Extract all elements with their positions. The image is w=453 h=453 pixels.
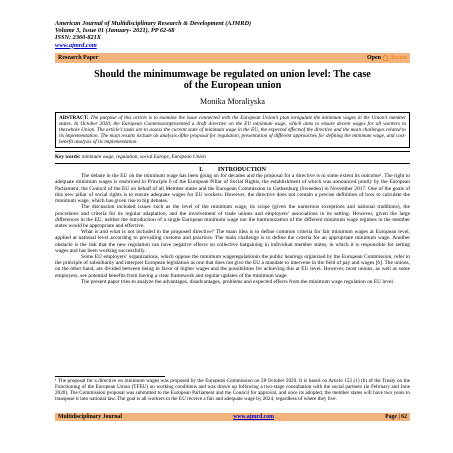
journal-name: American Journal of Multidisciplinary Research & Development (AJMRD) <box>55 20 252 27</box>
open-access-badge <box>367 55 407 61</box>
paragraph: The present paper tries to analyze the advantages, disadvantages, problems and expected effects from the minimum wage regulation on EU level. <box>81 278 395 285</box>
abstract-label: ABSTRACT: <box>59 114 89 121</box>
journal-issn: ISSN: 2360-821X <box>55 34 102 42</box>
paragraph: What is and what is not included in the proposed directive? The main idea is to define common criteria for fair minimum wages at European level, applied at national level according to prevailing customs and practices. The main challenge is to define the criteria for an appropriate minimum wage. Another obstacle is the risk that the new regulation can have negative effects on collective bargaining in individual member states, in which it is responsible for setting wages and has been working successfully. <box>55 229 410 254</box>
divider <box>55 163 410 164</box>
footnote-text: ¹ The proposal for a directive on minimum wages was proposed by the European Commission on 28 October 2020. It is based on Article 153 (1) (b) of the Treaty on the Functioning of the European Union (TFEU) on working conditions and was drawn up following a two-stage consultation with the social partners (in February and June 2020). The Commission proposal was submitted to the European Parliament and the Council for approval, and once its adopted, the member states will have two years to transpose it into national law. The goal is all workers in the EU receive a fair and adequate wage by 2024, regardless of where they live. <box>55 378 410 403</box>
journal-url-link[interactable]: www.ajmrd.com <box>55 41 97 49</box>
divider <box>55 151 410 152</box>
paragraph: The discussion included issues such as the level of the minimum wage, its scope (given the numerous exceptions and national traditions), the procedures and criteria for its regular adaptation, and the involvement of trade unions and employers’ associations in its setting. However, given the large differences in the EU, neither the introduction of a single European minimum wage nor the harmonization of the different minimum wage regimes in the member states would be appropriate and effective. <box>55 204 410 229</box>
journal-header <box>55 20 410 49</box>
footer-page-number: Page | 62 <box>385 414 407 420</box>
footnote-rule <box>55 376 165 377</box>
author-name: Monika Moraliyska <box>199 96 266 106</box>
paper-type-label: Research Paper <box>58 54 99 61</box>
abstract-box <box>55 112 410 148</box>
paper-title <box>55 69 410 92</box>
header-bar <box>55 53 410 63</box>
section-heading-introduction: I. INTRODUCTION <box>199 167 266 174</box>
footer-url-link[interactable]: www.ajmrd.com <box>233 414 274 420</box>
open-lock-icon <box>383 55 388 61</box>
paragraph: Some EU employers’ organizations, which oppose the minimum wageregulationin the public hearings organized by the European Commission, refer to the principle of subsidiarity and interpret European legislation as one that does not give the EU a mandate to intervene in the field of pay and wages [6]. The unions, on the other hand, are divided between being in favor of higher wages and the possibilities for achieving this at EU level. However, most unions, as well as some employers, see potential benefits from having a clear framework and regular updates of the minimum wage. <box>55 253 410 279</box>
paper-title-line-2: of the European union <box>183 80 282 92</box>
open-access-open-text: Open <box>366 54 381 61</box>
paragraph: The debate in the EU on the minimum wage has been going on for decades and the proposal for a directive is to some extent its outcome¹. The right to adequate minimum wages is enshrined in Principle 6 of the European Pillar of Social Rights, the establishment of which was announced jointly by the European Parliament, the Council of the EU on behalf of all Member states and the European Commission in Gothenburg (Sweeden) in November 2017. One of the goals of this new pillar of social rights is to ensure adequate wages for EU workers. However, the directive does not contain a precise definition of how to calculate the minimum wage, which has given rise to big debates. <box>55 173 410 205</box>
footer-journal: Multidisciplinary Journal <box>58 414 122 420</box>
journal-volume: Volume 3, Issue 01 (January- 2021), PP 62-68 <box>55 27 175 35</box>
keywords-text: minimum wage, regulation, social Europe, European Union <box>81 154 206 161</box>
page <box>55 20 410 285</box>
footnote <box>55 376 410 402</box>
keywords <box>55 154 410 160</box>
abstract-text: The purpose of this article is to examine the issue connected with the European Union’s plan toregulate the minimum wages in the Union’s member states. In October 2020, the European Commissionpresented a draft directive on the EU minimum wage, which aims to ensure decent wages for all workers in theswhole Union. The article’s tasks are to assess the current state of minimum wage in the EU, the expected effectsof the directive and the main challenges related to its implementation. The main results include an analysis ofthe proposal for regulation, presentation of different approaches for defining the minimum wage, and cost-benefit analysis of its implementation. <box>59 114 407 146</box>
open-access-access-text: Access <box>390 54 407 61</box>
footer-bar <box>55 413 410 421</box>
paper-title-line-1: Should the minimumwage be regulated on union level: The case <box>94 68 371 80</box>
keywords-label: Key words: <box>55 154 81 161</box>
introduction-body <box>55 173 410 285</box>
